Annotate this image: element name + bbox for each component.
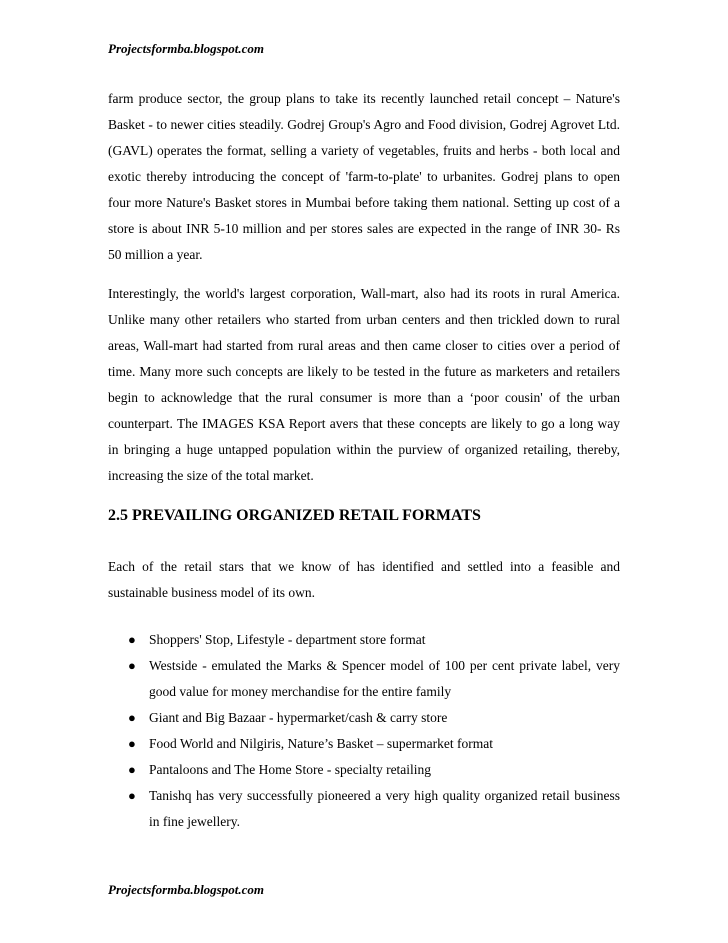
list-item-text: Giant and Big Bazaar - hypermarket/cash & carry store — [149, 710, 448, 725]
paragraph-3: Each of the retail stars that we know of has identified and settled into a feasible and sustainable business model of its own. — [108, 559, 620, 600]
list-item-text: Tanishq has very successfully pioneered a very high quality organized retail business in fine jewellery. — [149, 788, 620, 829]
bullet-icon: ● — [128, 736, 136, 751]
section-heading: 2.5 PREVAILING ORGANIZED RETAIL FORMATS — [108, 507, 481, 524]
list-item — [108, 705, 620, 731]
bullet-icon: ● — [128, 762, 136, 777]
paragraph-1: farm produce sector, the group plans to take its recently launched retail concept – Nature's Basket - to newer cities steadily. Godrej Group's Agro and Food division, Godrej Agrovet Ltd. (GAVL) operates the format, selling a variety of vegetables, fruits and herbs - both local and exotic thereby introducing the concept of 'farm-to-plate' to urbanites. Godrej plans to open four more Nature's Basket stores in Mumbai before taking them national. Setting up cost of a store is about INR 5-10 million and per stores sales are expected in the range of INR 30- Rs 50 million a year. — [108, 91, 620, 262]
page-footer: Projectsformba.blogspot.com — [108, 882, 264, 897]
list-item — [108, 653, 634, 705]
page-header: Projectsformba.blogspot.com — [108, 41, 264, 56]
bullet-icon: ● — [128, 788, 136, 803]
paragraph-2: Interestingly, the world's largest corporation, Wall-mart, also had its roots in rural America. Unlike many other retailers who started from urban centers and then trickled down to rural areas, Wall-mart had started from rural areas and then came closer to cities over a period of time. Many more such concepts are likely to be tested in the future as marketers and retailers begin to acknowledge that the rural consumer is more than a ‘poor cousin' of the urban counterpart. The IMAGES KSA Report avers that these concepts are likely to go a long way in bringing a huge untapped population within the purview of organized retailing, thereby, increasing the size of the total market. — [108, 286, 620, 483]
retail-formats-list — [108, 627, 634, 835]
bullet-icon: ● — [128, 632, 136, 647]
list-item — [108, 757, 620, 783]
bullet-icon: ● — [128, 710, 136, 725]
list-item-text: Westside - emulated the Marks & Spencer model of 100 per cent private label, very good value for money merchandise for the entire family — [149, 658, 634, 699]
list-item — [108, 731, 620, 757]
list-item — [108, 783, 620, 835]
list-item-text: Shoppers' Stop, Lifestyle - department store format — [149, 632, 426, 647]
list-item — [108, 627, 620, 653]
list-item-text: Food World and Nilgiris, Nature’s Basket – supermarket format — [149, 736, 493, 751]
bullet-icon: ● — [128, 658, 136, 673]
list-item-text: Pantaloons and The Home Store - specialty retailing — [149, 762, 432, 777]
